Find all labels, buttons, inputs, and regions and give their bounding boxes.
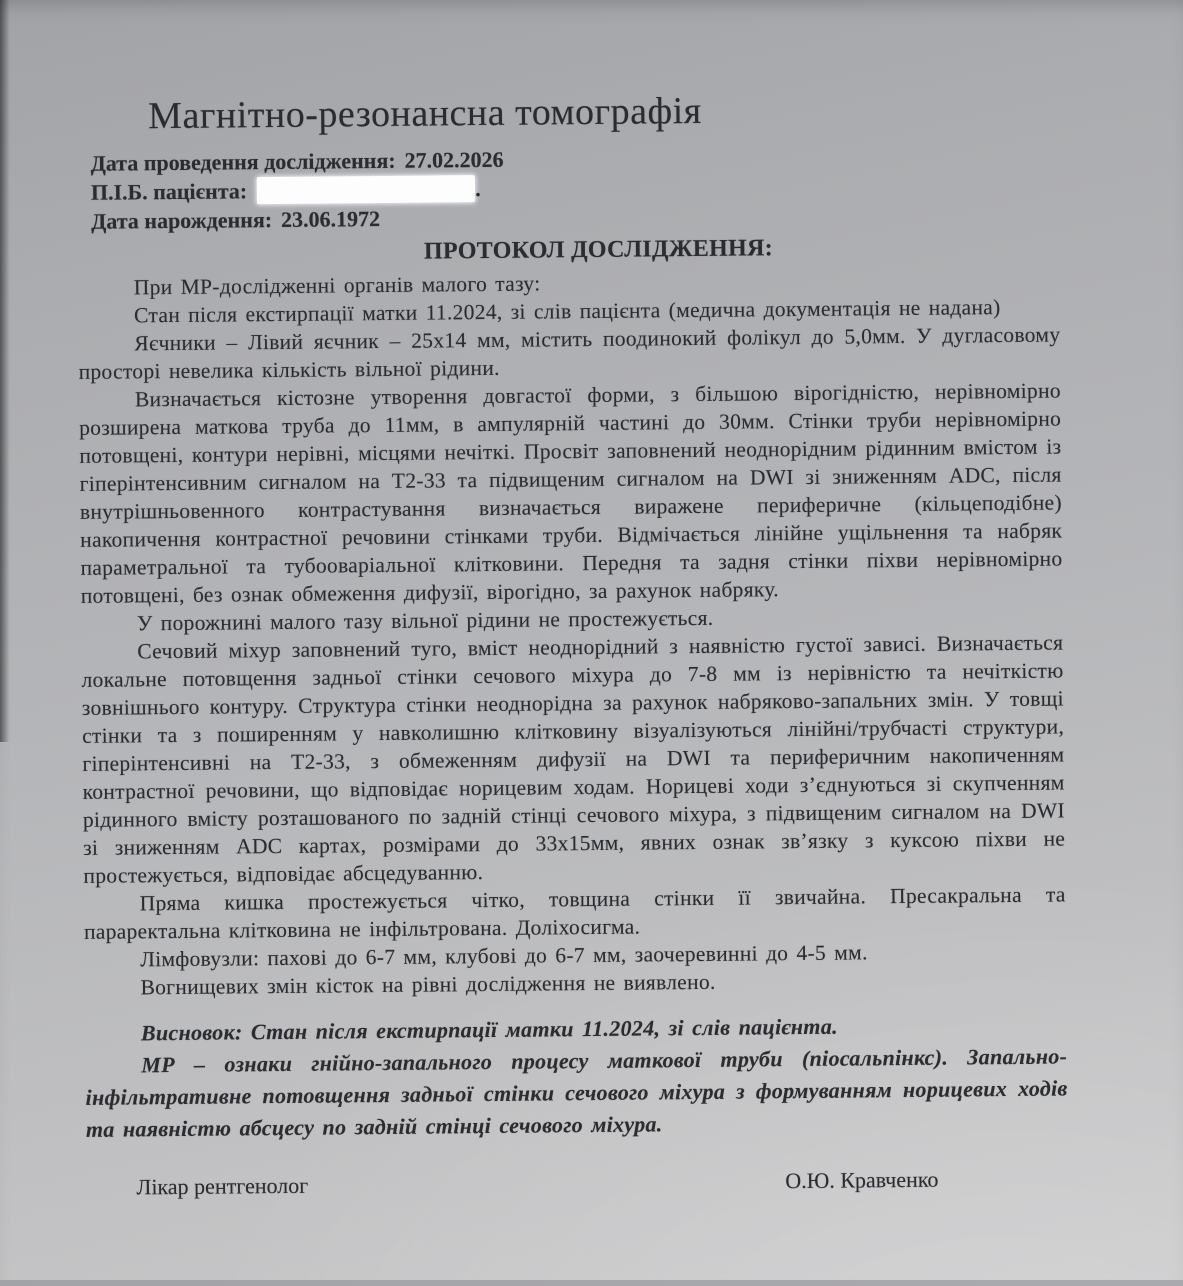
signature-row (86, 1164, 1068, 1201)
report-paragraph: Визначається кістозне утворення довгастої форми, з більшою вірогідністю, нерівномірно розширена маткова труба до 11мм, в ампулярній частині до 30мм. Стінки труби нерівномірно потовщені, контури нерівні, місцями нечіткі. Просвіт заповнений неоднорідним рідинним вмістом із гіперінтенсивним сигналом на Т2-33 та підвищеним сигналом на DWI зі зниженням ADC, після внутрішньовенного контрастування визначається виражене периферичне (кільцеподібне) накопичення контрастної речовини стінками труби. Відмічається лінійне ущільнення та набряк параметральної та тубооваріальної клітковини. Передня та задня стінки піхви нерівномірно потовщені, без ознак обмеження дифузії, вірогідно, за рахунок набряку. (79, 378, 1063, 608)
doctor-role: Лікар рентгенолог (136, 1172, 309, 1199)
report-body (78, 264, 1067, 1001)
exam-date-value: 27.02.2026 (404, 146, 504, 173)
report-paragraph: Сечовий міхур заповнений туго, вміст неоднорідний з наявністю густої зависі. Визначається локальне потовщення задньої стінки сечового міхура до 7-8 мм із нерівністю та нечіткістю зовнішнього контуру. Структура стінки неоднорідна за рахунок набряково-запальних змін. У товщі стінки та з поширенням у навколишню клітковину візуалізуються лінійні/трубчасті структури, гіперінтенсивні на Т2-33, з обмеженням дифузії на DWI та периферичним накопиченням контрастної речовини, що відповідає норицевим ходам. Норицеві ходи з’єднуються зі скупченням рідинного вмісту розташованого по задній стінці сечового міхура, з підвищеним сигналом на DWI зі зниженням ADC картах, розмірами до 33х15мм, явних ознак зв’язку з куксою піхви не простежується, відповідає абсцедуванню. (81, 630, 1066, 888)
protocol-heading: ПРОТОКОЛ ДОСЛІДЖЕННЯ: (423, 234, 774, 265)
redaction-box (257, 175, 475, 204)
patient-name-label: П.І.Б. пацієнта: (90, 177, 248, 205)
report-paragraph: Вогнищевих змін кісток на рівні дослідження не виявлено. (140, 969, 716, 999)
report-paragraph: Лімфовузли: пахові до 6-7 мм, клубові до 6-7 мм, заочеревинні до 4-5 мм. (140, 939, 868, 971)
report-paragraph: Яєчники – Лівий яєчник – 25х14 мм, містить поодинокий фолікул до 5,0мм. У дугласовому просторі невелика кількість вільної рідини. (78, 322, 1061, 384)
birth-date-label: Дата нарождення: (91, 206, 273, 234)
report-paragraph: Пряма кишка простежується чітко, товщина стінки її звичайна. Пресакральна та параректальна клітковина не інфільтрована. Доліхосигма. (83, 882, 1066, 944)
report-paragraph: У порожнині малого тазу вільної рідини не простежується. (136, 605, 714, 635)
report-paragraph: При МР-дослідженні органів малого тазу: (133, 271, 541, 299)
report-paragraph: Стан після екстирпації матки 11.2024, зі слів пацієнта (медична документація не надана) (133, 294, 1001, 327)
exam-date-label: Дата проведення дослідження: (90, 147, 396, 176)
patient-name-suffix: . (475, 175, 481, 201)
doctor-name: О.Ю. Кравченко (785, 1166, 939, 1193)
birth-date-value: 23.06.1972 (280, 205, 381, 232)
conclusion-block (85, 1008, 1068, 1145)
conclusion-paragraph: МР – ознаки гнійно-запального процесу маткової труби (піосальпінкс). Запально-інфільтративне потовщення задньої стінки сечового міхура з формуванням норицевих ходів та наявністю абсцесу по задній стінці сечового міхура. (85, 1043, 1068, 1142)
page-title: Магнітно-резонансна томографія (147, 89, 702, 138)
conclusion-paragraph: Висновок: Стан після екстирпації матки 11.2024, зі слів пацієнта. (140, 1013, 838, 1045)
meta-block (90, 139, 1059, 235)
